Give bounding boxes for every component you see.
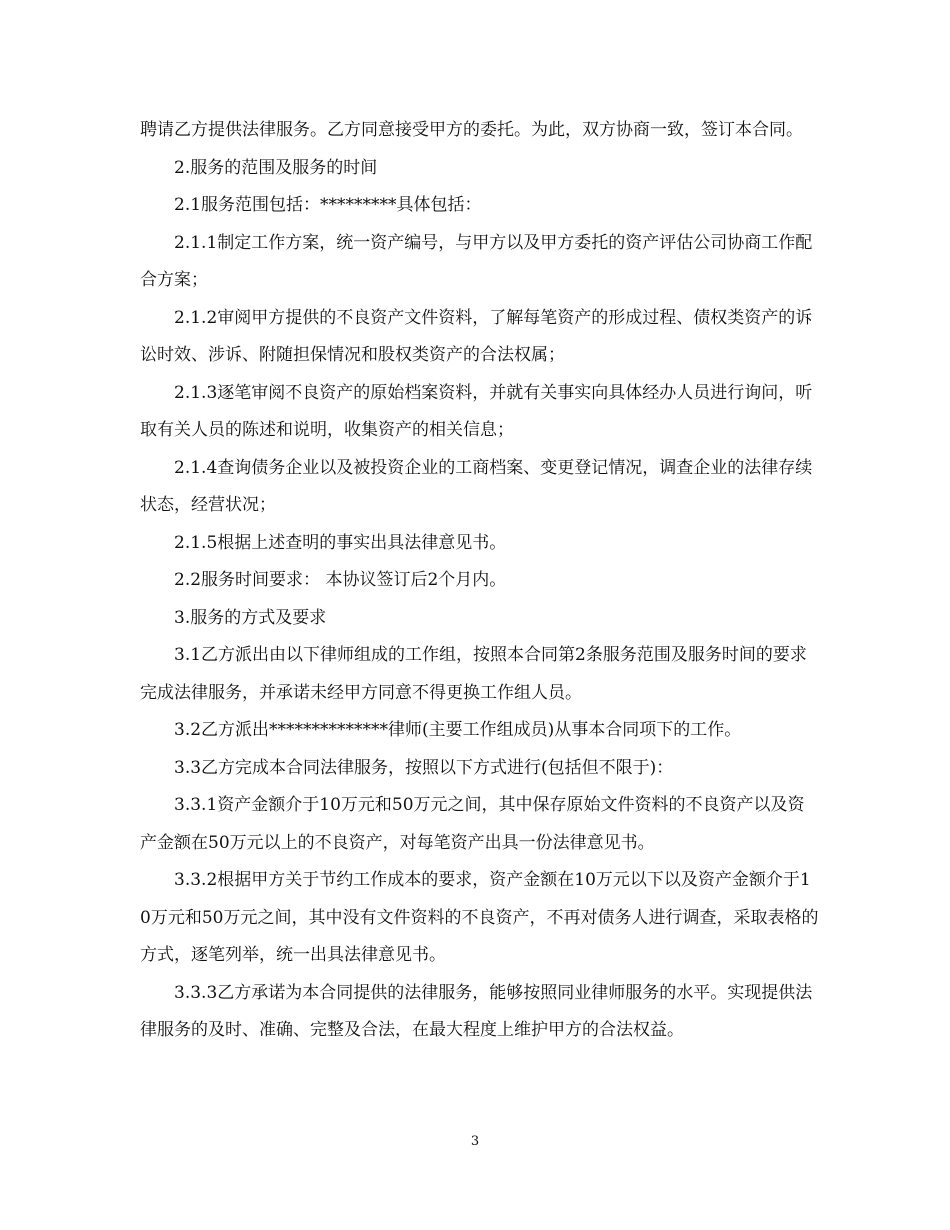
clause-2-1-3: 2.1.3逐笔审阅不良资产的原始档案资料，并就有关事实向具体经办人员进行询问，听取有关人员的陈述和说明，收集资产的相关信息； (140, 382, 813, 440)
clause-3-2: 3.2乙方派出**************律师(主要工作组成员)从事本合同项下的工作。 (174, 720, 742, 740)
clause-2-1-4: 2.1.4查询债务企业以及被投资企业的工商档案、变更登记情况，调查企业的法律存续状态，经营状况； (140, 457, 813, 515)
section-heading-2: 2.服务的范围及服务的时间 (174, 157, 378, 178)
page-number: 3 (470, 1134, 480, 1149)
clause-3-1: 3.1乙方派出由以下律师组成的工作组，按照本合同第2条服务范围及服务时间的要求完成法律服务，并承诺未经甲方同意不得更换工作组人员。 (140, 645, 807, 703)
clause-3-3-2: 3.3.2根据甲方关于节约工作成本的要求，资产金额在10万元以下以及资产金额介于10万元和50万元之间，其中没有文件资料的不良资产，不再对债务人进行调查，采取表格的方式，逐笔列举，统一出具法律意见书。 (140, 870, 819, 965)
document-body (140, 112, 820, 1050)
clause-3-3-1: 3.3.1资产金额介于10万元和50万元之间，其中保存原始文件资料的不良资产以及资产金额在50万元以上的不良资产，对每笔资产出具一份法律意见书。 (140, 795, 805, 853)
clause-2-1-2: 2.1.2审阅甲方提供的不良资产文件资料，了解每笔资产的形成过程、债权类资产的诉讼时效、涉诉、附随担保情况和股权类资产的合法权属； (140, 307, 813, 365)
clause-2-1: 2.1服务范围包括：*********具体包括： (174, 195, 482, 215)
clause-2-2: 2.2服务时间要求： 本协议签订后2个月内。 (174, 570, 507, 590)
clause-3-3: 3.3乙方完成本合同法律服务，按照以下方式进行(包括但不限于)： (174, 757, 674, 778)
paragraph-continuation: 聘请乙方提供法律服务。乙方同意接受甲方的委托。为此，双方协商一致，签订本合同。 (140, 120, 803, 140)
clause-2-1-1: 2.1.1制定工作方案，统一资产编号，与甲方以及甲方委托的资产评估公司协商工作配合方案； (140, 232, 813, 290)
clause-2-1-5: 2.1.5根据上述查明的事实出具法律意见书。 (174, 532, 507, 553)
clause-3-3-3: 3.3.3乙方承诺为本合同提供的法律服务，能够按照同业律师服务的水平。实现提供法律服务的及时、准确、完整及合法，在最大程度上维护甲方的合法权益。 (140, 982, 813, 1040)
section-heading-3: 3.服务的方式及要求 (174, 607, 327, 628)
